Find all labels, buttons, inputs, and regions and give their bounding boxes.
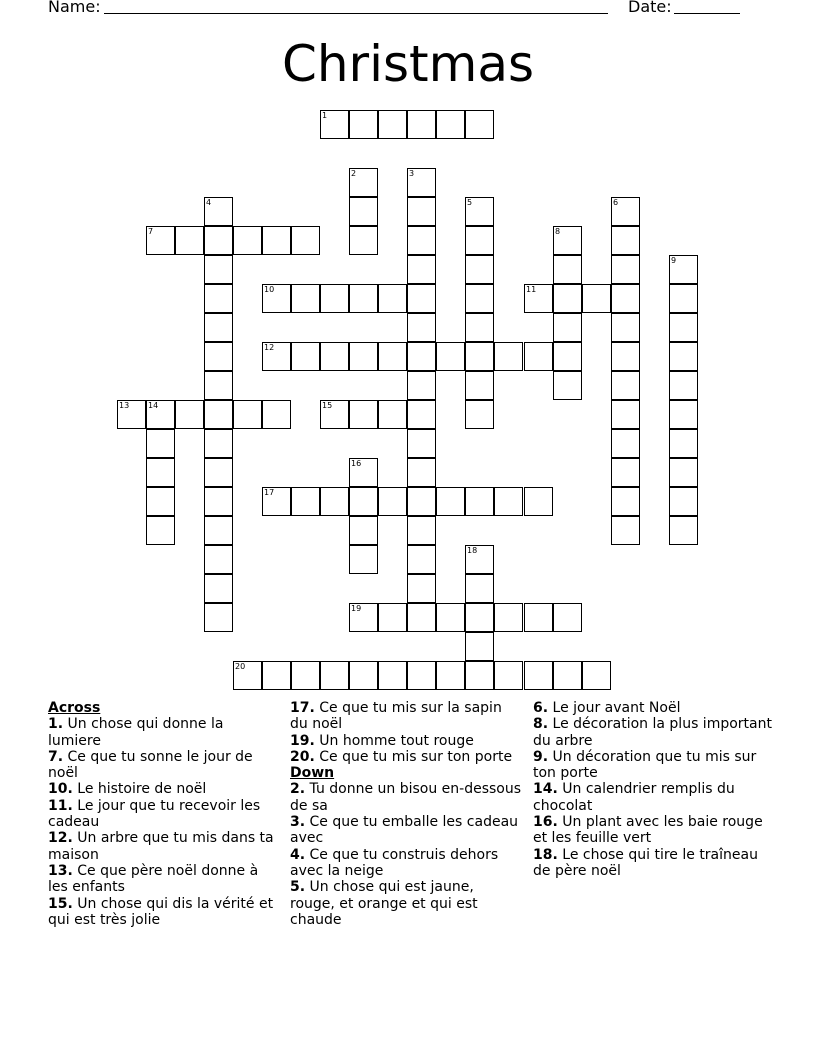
clue-number: 11. [48,797,73,814]
crossword-cell[interactable] [524,342,553,371]
clues-column-1 [48,700,280,928]
crossword-cell[interactable] [204,516,233,545]
crossword-cell[interactable] [407,255,436,284]
clue-text: Le histoire de noël [72,781,207,798]
crossword-cell[interactable] [349,458,378,487]
crossword-cell[interactable] [204,429,233,458]
crossword-cell[interactable] [349,168,378,197]
crossword-cell[interactable] [465,371,494,400]
crossword-cell[interactable] [465,284,494,313]
page-title: Christmas [281,35,535,93]
clue-item [290,879,522,928]
clue-text: Ce que tu construis dehors avec la neige [290,846,499,879]
crossword-cell[interactable] [146,226,175,255]
crossword-cell[interactable] [204,197,233,226]
clue-number: 1 [322,111,328,120]
clue-number: 12 [264,343,275,352]
crossword-cell[interactable] [262,284,291,313]
date-label: Date: [628,0,672,16]
crossword-cell[interactable] [262,400,291,429]
clue-number: 6 [613,198,619,207]
crossword-cell[interactable] [407,168,436,197]
crossword-cell[interactable] [611,313,640,342]
crossword-cell[interactable] [611,197,640,226]
crossword-cell[interactable] [407,313,436,342]
crossword-cell[interactable] [204,342,233,371]
crossword-cell[interactable] [349,516,378,545]
clue-item [48,798,280,831]
clue-number: 1. [48,716,64,733]
clue-number: 16 [351,459,362,468]
clue-text: Le décoration la plus important du arbre [533,716,772,749]
crossword-cell[interactable] [204,255,233,284]
crossword-cell[interactable] [465,574,494,603]
clue-item [533,716,773,749]
clue-number: 20 [235,662,246,671]
crossword-cell[interactable] [669,400,698,429]
crossword-cell[interactable] [204,284,233,313]
clue-item [48,749,280,782]
clue-item [290,847,522,880]
crossword-cell[interactable] [553,603,582,632]
clue-item [48,830,280,863]
clue-number: 5 [467,198,473,207]
across-heading: Across [48,700,101,716]
crossword-cell[interactable] [669,429,698,458]
clue-number: 6. [533,700,549,716]
crossword-cell[interactable] [465,342,494,371]
crossword-cell[interactable] [436,487,465,516]
crossword-cell[interactable] [349,487,378,516]
crossword-cell[interactable] [553,371,582,400]
crossword-cell[interactable] [378,110,407,139]
crossword-cell[interactable] [494,487,523,516]
clue-number: 13 [119,401,130,410]
clue-text: Ce que tu emballe les cadeau avec [290,814,519,847]
crossword-cell[interactable] [669,255,698,284]
crossword-cell[interactable] [146,487,175,516]
clue-text: Ce que père noël donne à les enfants [48,862,259,896]
clue-item [290,781,522,814]
name-label: Name: [48,0,101,16]
crossword-cell[interactable] [407,400,436,429]
crossword-cell[interactable] [291,487,320,516]
crossword-cell[interactable] [553,284,582,313]
crossword-cell[interactable] [407,284,436,313]
clue-number: 16. [533,814,558,831]
crossword-cell[interactable] [320,487,349,516]
crossword-cell[interactable] [262,487,291,516]
crossword-cell[interactable] [407,545,436,574]
clue-text: Le jour avant Noël [548,700,681,716]
crossword-cell[interactable] [524,661,553,690]
crossword-cell[interactable] [669,284,698,313]
clue-text: Ce que tu mis sur la sapin du noël [290,700,502,733]
crossword-cell[interactable] [611,342,640,371]
clue-item [290,749,522,765]
crossword-cell[interactable] [349,603,378,632]
crossword-cell[interactable] [349,545,378,574]
clue-number: 9 [671,256,677,265]
clue-item [48,716,280,749]
crossword-cell[interactable] [175,400,204,429]
crossword-cell[interactable] [204,487,233,516]
clue-text: Un homme tout rouge [314,732,474,749]
clue-text: Ce que tu mis sur ton porte [314,748,513,765]
crossword-cell[interactable] [611,516,640,545]
crossword-cell[interactable] [553,661,582,690]
crossword-cell[interactable] [349,342,378,371]
crossword-cell[interactable] [378,342,407,371]
crossword-cell[interactable] [465,226,494,255]
crossword-cell[interactable] [320,400,349,429]
crossword-cell[interactable] [233,661,262,690]
clue-text: Un plant avec les baie rouge et les feuille vert [533,814,763,847]
down-clue-list-continued [533,700,773,879]
clue-text: Tu donne un bisou en-dessous de sa [290,781,522,814]
clue-number: 19. [290,732,315,749]
clues-section [0,700,816,1056]
clue-number: 7 [148,227,154,236]
crossword-cell[interactable] [407,458,436,487]
clue-number: 7. [48,748,64,765]
crossword-cell[interactable] [553,226,582,255]
crossword-cell[interactable] [465,313,494,342]
crossword-cell[interactable] [349,197,378,226]
crossword-cell[interactable] [669,313,698,342]
crossword-cell[interactable] [378,487,407,516]
crossword-cell[interactable] [291,661,320,690]
crossword-cell[interactable] [407,661,436,690]
clue-number: 19 [351,604,362,613]
clue-number: 4 [206,198,212,207]
crossword-cell[interactable] [611,400,640,429]
clue-text: Ce que tu sonne le jour de noël [48,748,253,782]
clue-number: 15. [48,895,73,912]
crossword-cell[interactable] [262,661,291,690]
crossword-cell[interactable] [669,487,698,516]
crossword-cell[interactable] [204,545,233,574]
clue-item [533,847,773,880]
crossword-cell[interactable] [291,342,320,371]
clue-item [533,781,773,814]
clue-text: Le jour que tu recevoir les cadeau [48,797,261,831]
clue-text: Un chose qui dis la vérité et qui est très jolie [48,895,274,928]
crossword-cell[interactable] [407,574,436,603]
clue-text: Un décoration que tu mis sur ton porte [533,748,757,782]
crossword-cell[interactable] [349,400,378,429]
crossword-cell[interactable] [669,458,698,487]
crossword-cell[interactable] [407,487,436,516]
crossword-cell[interactable] [349,110,378,139]
clue-item [290,733,522,749]
clue-item [290,700,522,733]
crossword-cell[interactable] [320,110,349,139]
crossword-cell[interactable] [436,342,465,371]
crossword-cell[interactable] [262,226,291,255]
clue-item [533,749,773,782]
crossword-cell[interactable] [407,516,436,545]
down-heading: Down [290,765,335,782]
crossword-cell[interactable] [553,342,582,371]
crossword-cell[interactable] [407,342,436,371]
clue-number: 20. [290,748,315,765]
clue-number: 2. [290,781,306,798]
crossword-cell[interactable] [175,226,204,255]
crossword-cell[interactable] [465,400,494,429]
crossword-cell[interactable] [378,284,407,313]
crossword-cell[interactable] [494,661,523,690]
crossword-cell[interactable] [582,661,611,690]
crossword-cell[interactable] [465,255,494,284]
clue-number: 4. [290,846,306,863]
clue-number: 12. [48,830,73,847]
crossword-cell[interactable] [553,313,582,342]
crossword-cell[interactable] [669,342,698,371]
crossword-cell[interactable] [494,342,523,371]
clue-number: 10. [48,781,73,798]
crossword-cell[interactable] [320,342,349,371]
crossword-cell[interactable] [407,197,436,226]
crossword-cell[interactable] [349,284,378,313]
crossword-cell[interactable] [378,603,407,632]
clue-item [533,700,773,716]
clue-number: 14 [148,401,159,410]
clue-item [48,781,280,797]
clue-text: Le chose qui tire le traîneau de père noël [533,846,758,879]
crossword-cell[interactable] [204,603,233,632]
crossword-cell[interactable] [436,110,465,139]
crossword-cell[interactable] [233,226,262,255]
across-clue-list [48,716,280,928]
crossword-cell[interactable] [465,545,494,574]
crossword-cell[interactable] [204,226,233,255]
crossword-cell[interactable] [378,400,407,429]
crossword-cell[interactable] [611,371,640,400]
crossword-cell[interactable] [407,371,436,400]
crossword-cell[interactable] [407,603,436,632]
crossword-cell[interactable] [465,110,494,139]
across-clue-list-continued [290,700,522,765]
clue-number: 11 [526,285,537,294]
crossword-cell[interactable] [465,603,494,632]
clue-number: 9. [533,748,549,765]
clue-number: 8. [533,716,549,733]
clue-number: 17. [290,700,315,716]
clue-item [290,814,522,847]
crossword-cell[interactable] [262,342,291,371]
crossword-cell[interactable] [204,313,233,342]
crossword-cell[interactable] [320,661,349,690]
clue-number: 10 [264,285,275,294]
clue-number: 2 [351,169,357,178]
crossword-cell[interactable] [291,284,320,313]
clue-item [48,863,280,896]
crossword-cell[interactable] [582,284,611,313]
clues-column-3 [533,700,773,879]
crossword-cell[interactable] [291,226,320,255]
crossword-cell[interactable] [204,400,233,429]
clue-number: 13. [48,862,73,879]
crossword-cell[interactable] [407,226,436,255]
clue-number: 5. [290,879,306,896]
clue-number: 3. [290,814,306,831]
crossword-cell[interactable] [320,284,349,313]
crossword-cell[interactable] [611,255,640,284]
clue-text: Un arbre que tu mis dans ta maison [48,830,274,863]
crossword-cell[interactable] [494,603,523,632]
crossword-cell[interactable] [465,661,494,690]
crossword-cell[interactable] [553,255,582,284]
crossword-cell[interactable] [146,516,175,545]
crossword-cell[interactable] [524,603,553,632]
crossword-cell[interactable] [117,400,146,429]
crossword-cell[interactable] [349,661,378,690]
crossword-cell[interactable] [204,371,233,400]
crossword-cell[interactable] [611,458,640,487]
crossword-cell[interactable] [204,574,233,603]
crossword-cell[interactable] [436,603,465,632]
crossword-cell[interactable] [611,284,640,313]
crossword-cell[interactable] [524,487,553,516]
crossword-cell[interactable] [204,458,233,487]
crossword-cell[interactable] [669,516,698,545]
crossword-cell[interactable] [436,661,465,690]
clue-number: 18. [533,846,558,863]
crossword-cell[interactable] [378,661,407,690]
crossword-cell[interactable] [407,110,436,139]
crossword-cell[interactable] [611,429,640,458]
clue-item [533,814,773,847]
crossword-cell[interactable] [407,429,436,458]
crossword-cell[interactable] [146,429,175,458]
clue-text: Un chose qui est jaune, rouge, et orange et qui est chaude [290,879,478,928]
crossword-cell[interactable] [146,458,175,487]
clue-number: 3 [409,169,415,178]
crossword-cell[interactable] [233,400,262,429]
clue-number: 15 [322,401,333,410]
crossword-cell[interactable] [465,487,494,516]
clue-number: 18 [467,546,478,555]
clue-number: 14. [533,781,558,798]
crossword-cell[interactable] [611,487,640,516]
clue-text: Un calendrier remplis du chocolat [533,781,735,814]
crossword-cell[interactable] [349,226,378,255]
down-clue-list [290,781,522,928]
clue-text: Un chose qui donne la lumiere [48,716,224,749]
crossword-cell[interactable] [465,197,494,226]
crossword-cell[interactable] [669,371,698,400]
clue-number: 17 [264,488,275,497]
crossword-cell[interactable] [524,284,553,313]
crossword-cell[interactable] [611,226,640,255]
clue-item [48,896,280,929]
clue-number: 8 [555,227,561,236]
crossword-cell[interactable] [146,400,175,429]
clues-column-2 [290,700,522,928]
crossword-cell[interactable] [465,632,494,661]
